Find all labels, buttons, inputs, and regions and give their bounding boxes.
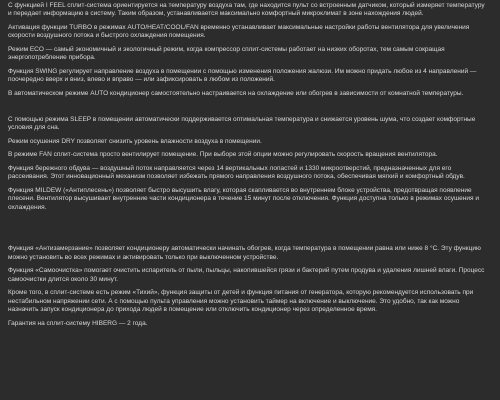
section-middle (8, 116, 486, 212)
paragraph-anti-freeze: Функция «Антизамерзание» позволяет кондиционеру автоматически начинать обогрев, когда температура в помещении равна или ниже 8 °С. Эту функцию можно установить во всех режимах и активировать только при выключенном устройстве. (8, 245, 481, 261)
paragraph-gentle-airflow: Функция бережного обдува — воздушный поток направляется через 14 вертикальных лопастей и 1330 микроотверстий, предназначенных для его рассеивания. Этот инновационный механизм позволяет избежать прямого направления воздушного потока, обеспечивая мягкий и комфортный обдув. (8, 164, 465, 181)
paragraph-dry: Режим осушения DRY позволяет снизить уровень влажности воздуха в помещении. (8, 137, 262, 145)
paragraph-fan: В режиме FAN сплит-система просто вентилирует помещение. При выборе этой опции можно регулировать скорость вращения вентилятора. (8, 151, 438, 159)
section-bottom (8, 245, 486, 328)
paragraph-auto: В автоматическом режиме AUTO кондиционер самостоятельно настраивается на охлаждение или обогрев в зависимости от комнатной температуры. (8, 90, 464, 97)
paragraph-extra-features: Кроме того, в сплит-системе есть режим «Тихий», функция защиты от детей и функция питания от генератора, которую рекомендуется использовать при нестабильном напряжении сети. А с помощью пульта управления можно установить таймер на включение и выключение. Это удобно, так как можно назначить запуск кондиционера до прихода людей в помещение или отключить кондиционер через определенное время. (8, 289, 474, 313)
paragraph-turbo: Активация функции TURBO в режимах AUTO/HEAT/COOL/FAN временно устанавливает максимальные настройки работы вентилятора для увеличения скорости воздушного потока и быстрого охлаждения помещения. (8, 24, 470, 40)
paragraph-warranty: Гарантия на сплит-систему HIBERG — 2 года. (8, 319, 148, 327)
section-top (8, 2, 486, 98)
paragraph-swing: Функция SWING регулирует направление воздуха в помещении с помощью изменения положения жалюзи. Им можно придать любое из 4 направлений — поочередно вверх и вниз, влево и вправо — или зафиксировать в любом из положений. (8, 68, 477, 84)
paragraph-sleep: С помощью режима SLEEP в помещении автоматически поддерживается оптимальная температура и снижается уровень шума, что создает комфортные условия для сна. (8, 115, 476, 131)
paragraph-i-feel: С функцией I FEEL сплит-система ориентируется на температуру воздуха там, где находится пульт со встроенным датчиком, который измеряет температуру и передает информацию в систему. Таким образом, устанавливается максимально комфортный микроклимат в зоне нахождения людей. (8, 2, 485, 18)
paragraph-mildew: Функция MILDEW («Антиплесень») позволяет быстро высушить влагу, которая скапливается во внутреннем блоке устройства, предотвращая появление плесени. Вентилятор высушивает внутренние части кондиционера в течение 15 минут после отключения. Функция доступна только в режимах осушения и охлаждения. (8, 186, 479, 211)
section-spacer (8, 104, 486, 116)
paragraph-eco: Режим ECO — самый экономичный и экологичный режим, когда компрессор сплит-системы работает на низких оборотах, тем самым сокращая энергопотребление прибора. (8, 46, 445, 62)
section-spacer (8, 217, 486, 245)
paragraph-self-clean: Функция «Самоочистка» помогает очистить испаритель от пыли, пыльцы, накопившейся грязи и бактерий путем продува и удаления лишней влаги. Процесс самоочистки длится около 30 минут. (8, 267, 485, 283)
